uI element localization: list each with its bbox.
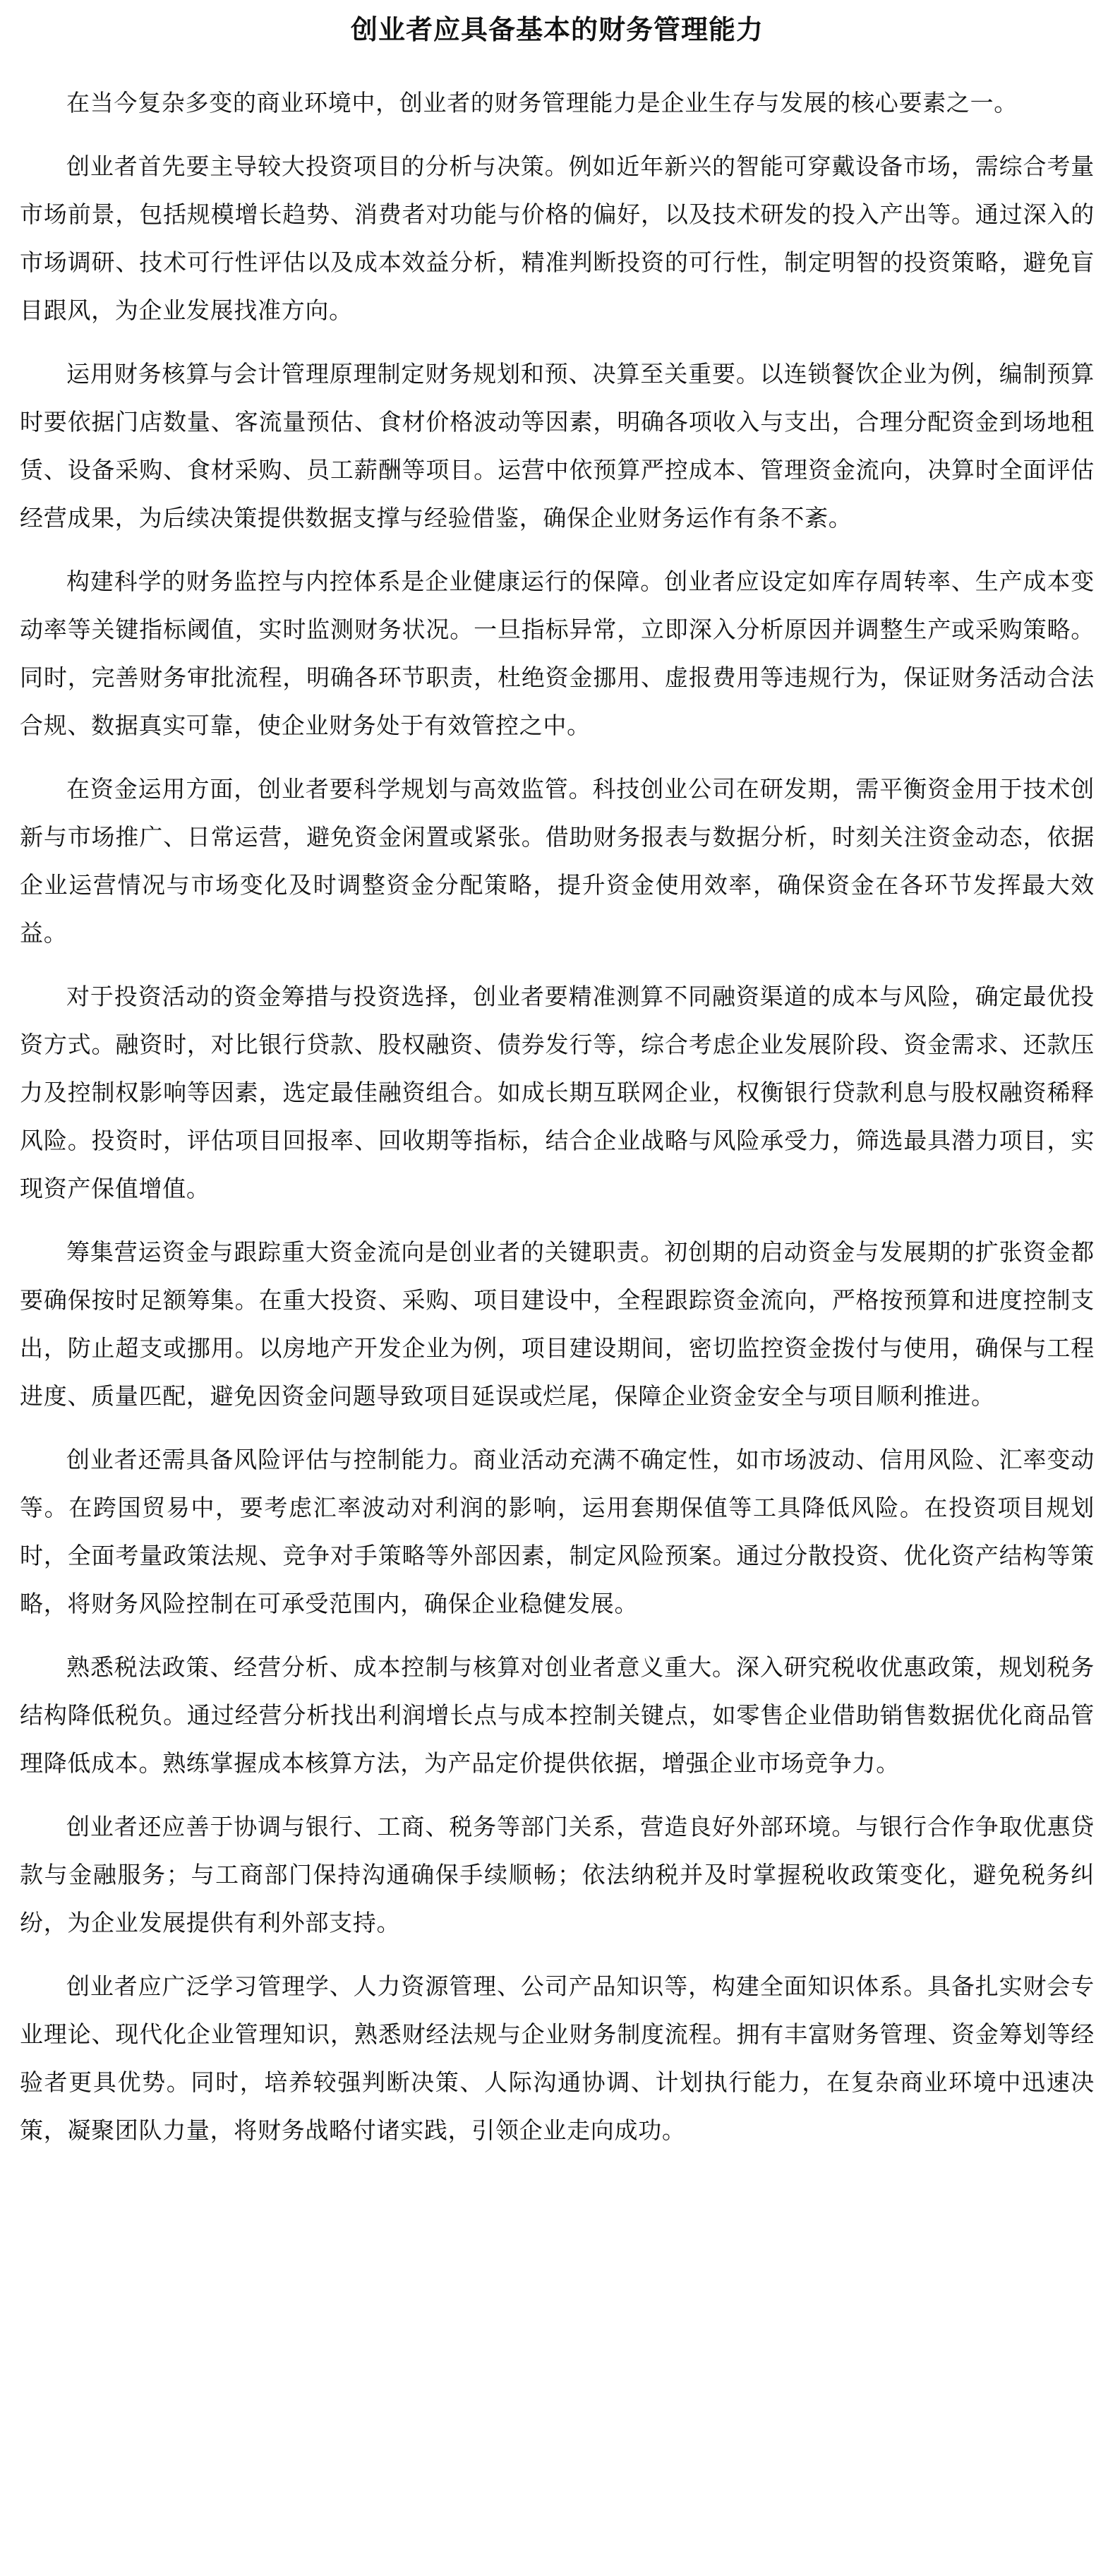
paragraph-intro: 在当今复杂多变的商业环境中，创业者的财务管理能力是企业生存与发展的核心要素之一。 [66, 89, 1018, 116]
paragraph-working-capital: 筹集营运资金与跟踪重大资金流向是创业者的关键职责。初创期的启动资金与发展期的扩张资金都要确保按时足额筹集。在重大投资、采购、项目建设中，全程跟踪资金流向，严格按预算和进度控制支出，防止超支或挪用。以房地产开发企业为例，项目建设期间，密切监控资金拨付与使用，确保与工程进度、质量匹配，避免因资金问题导致项目延误或烂尾，保障企业资金安全与项目顺利推进。 [20, 1238, 1095, 1410]
paragraph-investment-decision: 创业者首先要主导较大投资项目的分析与决策。例如近年新兴的智能可穿戴设备市场，需综合考量市场前景，包括规模增长趋势、消费者对功能与价格的偏好，以及技术研发的投入产出等。通过深入的市场调研、技术可行性评估以及成本效益分析，精准判断投资的可行性，制定明智的投资策略，避免盲目跟风，为企业发展找准方向。 [20, 152, 1095, 324]
paragraph-fund-usage: 在资金运用方面，创业者要科学规划与高效监管。科技创业公司在研发期，需平衡资金用于技术创新与市场推广、日常运营，避免资金闲置或紧张。借助财务报表与数据分析，时刻关注资金动态，依据企业运营情况与市场变化及时调整资金分配策略，提升资金使用效率，确保资金在各环节发挥最大效益。 [20, 775, 1095, 947]
paragraph-financing-investment: 对于投资活动的资金筹措与投资选择，创业者要精准测算不同融资渠道的成本与风险，确定最优投资方式。融资时，对比银行贷款、股权融资、债券发行等，综合考虑企业发展阶段、资金需求、还款压力及控制权影响等因素，选定最佳融资组合。如成长期互联网企业，权衡银行贷款利息与股权融资稀释风险。投资时，评估项目回报率、回收期等指标，结合企业战略与风险承受力，筛选最具潜力项目，实现资产保值增值。 [20, 983, 1095, 1202]
paragraph-risk-control: 创业者还需具备风险评估与控制能力。商业活动充满不确定性，如市场波动、信用风险、汇率变动等。在跨国贸易中，要考虑汇率波动对利润的影响，运用套期保值等工具降低风险。在投资项目规划时，全面考量政策法规、竞争对手策略等外部因素，制定风险预案。通过分散投资、优化资产结构等策略，将财务风险控制在可承受范围内，确保企业稳健发展。 [20, 1446, 1095, 1617]
paragraph-internal-control: 构建科学的财务监控与内控体系是企业健康运行的保障。创业者应设定如库存周转率、生产成本变动率等关键指标阈值，实时监测财务状况。一旦指标异常，立即深入分析原因并调整生产或采购策略。同时，完善财务审批流程，明确各环节职责，杜绝资金挪用、虚报费用等违规行为，保证财务活动合法合规、数据真实可靠，使企业财务处于有效管控之中。 [20, 568, 1095, 739]
paragraph-tax-cost: 熟悉税法政策、经营分析、成本控制与核算对创业者意义重大。深入研究税收优惠政策，规划税务结构降低税负。通过经营分析找出利润增长点与成本控制关键点，如零售企业借助销售数据优化商品管理降低成本。熟练掌握成本核算方法，为产品定价提供依据，增强企业市场竞争力。 [20, 1653, 1095, 1777]
paragraph-budget-planning: 运用财务核算与会计管理原理制定财务规划和预、决算至关重要。以连锁餐饮企业为例，编制预算时要依据门店数量、客流量预估、食材价格波动等因素，明确各项收入与支出，合理分配资金到场地租赁、设备采购、食材采购、员工薪酬等项目。运营中依预算严控成本、管理资金流向，决算时全面评估经营成果，为后续决策提供数据支撑与经验借鉴，确保企业财务运作有条不紊。 [20, 360, 1095, 532]
document-body [20, 79, 1095, 2155]
paragraph-knowledge-skills: 创业者应广泛学习管理学、人力资源管理、公司产品知识等，构建全面知识体系。具备扎实财会专业理论、现代化企业管理知识，熟悉财经法规与企业财务制度流程。拥有丰富财务管理、资金筹划等经验者更具优势。同时，培养较强判断决策、人际沟通协调、计划执行能力，在复杂商业环境中迅速决策，凝聚团队力量，将财务战略付诸实践，引领企业走向成功。 [20, 1972, 1095, 2144]
document-title: 创业者应具备基本的财务管理能力 [350, 14, 764, 45]
paragraph-external-relations: 创业者还应善于协调与银行、工商、税务等部门关系，营造良好外部环境。与银行合作争取优惠贷款与金融服务；与工商部门保持沟通确保手续顺畅；依法纳税并及时掌握税收政策变化，避免税务纠纷，为企业发展提供有利外部支持。 [20, 1813, 1095, 1936]
